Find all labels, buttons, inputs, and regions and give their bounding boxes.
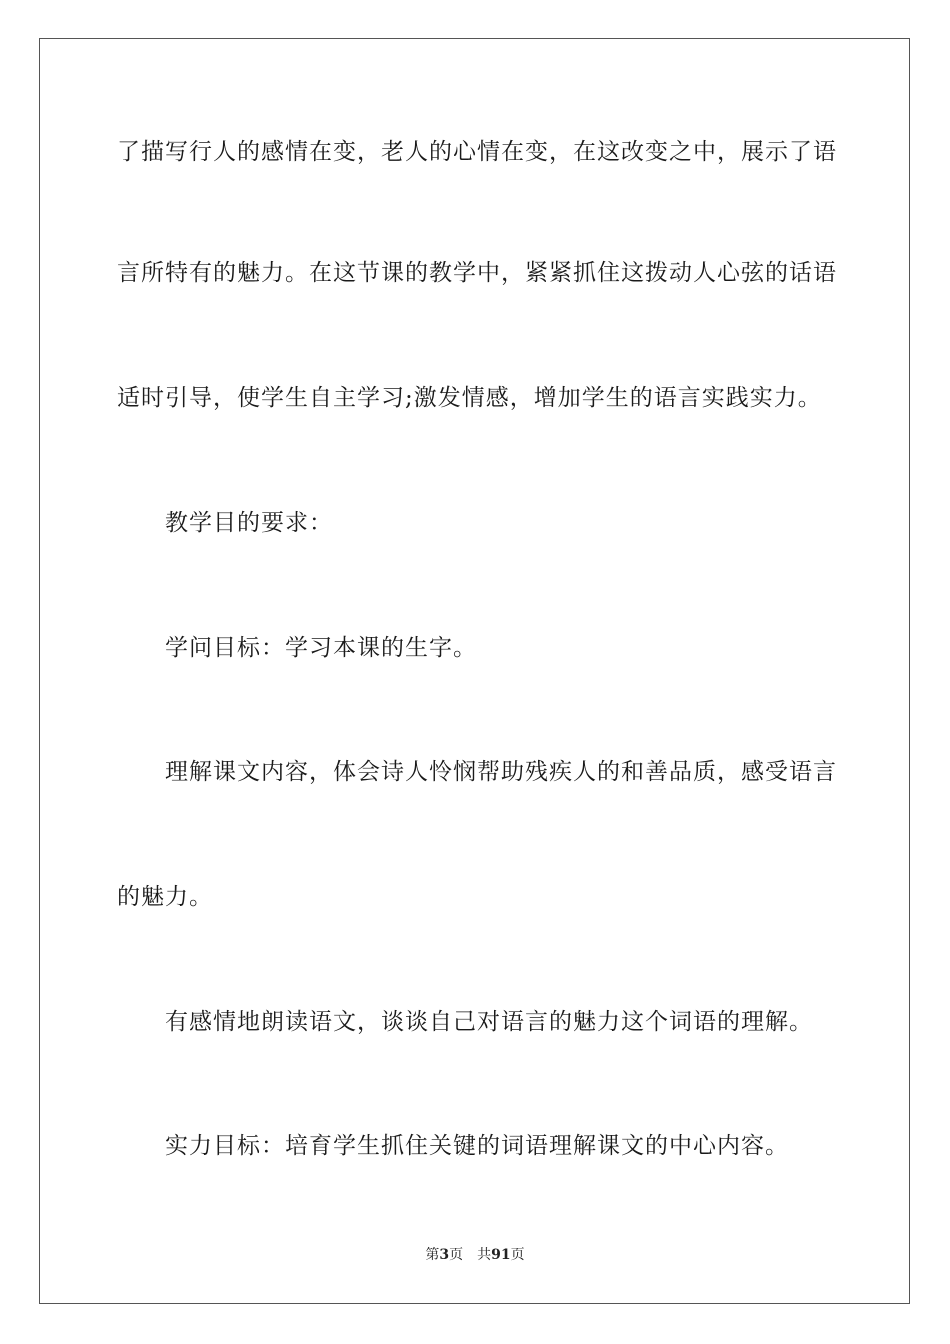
reading-goal-line: 有感情地朗读语文，谈谈自己对语言的魅力这个词语的理解。 [165,1009,813,1035]
total-suffix: 页 [510,1247,525,1263]
page-suffix: 页 [449,1247,464,1263]
page-number: 3 [439,1247,450,1263]
paragraph-line-1: 了描写行人的感情在变，老人的心情在变，在这改变之中，展示了语 [117,139,837,165]
understanding-goal-line-1: 理解课文内容，体会诗人怜悯帮助残疾人的和善品质，感受语言 [165,759,837,785]
knowledge-goal-line: 学问目标：学习本课的生字。 [165,635,477,661]
paragraph-line-3: 适时引导，使学生自主学习;激发情感，增加学生的语言实践实力。 [117,385,822,411]
page-footer [0,1245,950,1265]
total-pages: 91 [491,1247,511,1263]
page-border [39,38,910,1304]
page-prefix: 第 [425,1247,440,1263]
paragraph-line-2: 言所特有的魅力。在这节课的教学中，紧紧抓住这拨动人心弦的话语 [117,260,837,286]
total-prefix: 共 [477,1247,492,1263]
understanding-goal-line-2: 的魅力。 [117,884,213,910]
ability-goal-line: 实力目标：培育学生抓住关键的词语理解课文的中心内容。 [165,1133,789,1159]
section-heading-teaching-goals: 教学目的要求： [165,510,333,536]
